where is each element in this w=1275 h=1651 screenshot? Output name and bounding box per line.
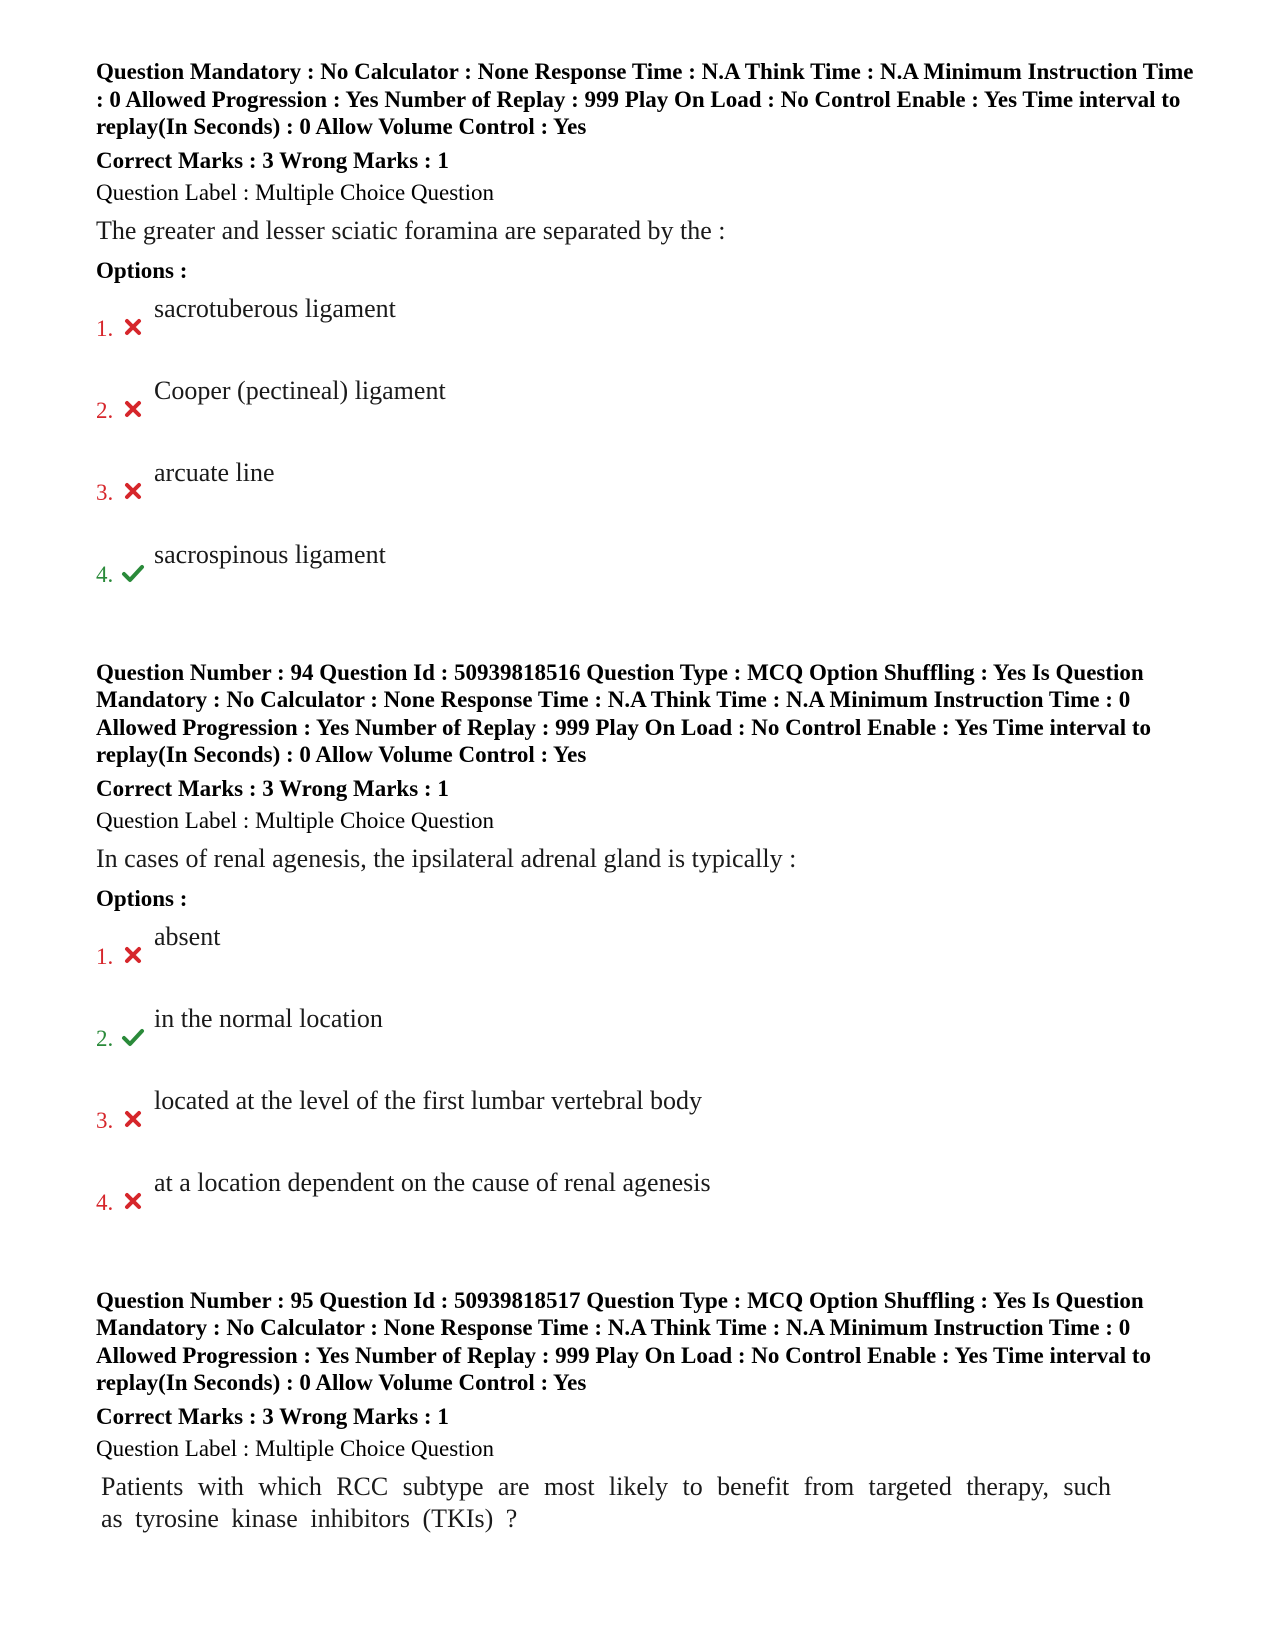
question-text: The greater and lesser sciatic foramina are separated by the : bbox=[96, 215, 726, 245]
option-number: 3. bbox=[96, 1107, 114, 1133]
cross-icon bbox=[121, 1189, 145, 1213]
question-block-93 bbox=[96, 58, 1196, 621]
question-metadata: Question Mandatory : No Calculator : None Response Time : N.A Think Time : N.A Minimum Instruction Time : 0 Allowed Progression : Yes Number of Replay : 999 Play On Load : No Control Enable : Yes Time interval to replay(In Seconds) : 0 Allow Volume Control : Yes bbox=[96, 59, 1194, 139]
question-block-95 bbox=[96, 1287, 1196, 1535]
cross-icon bbox=[121, 315, 145, 339]
option-text: sacrotuberous ligament bbox=[154, 293, 396, 323]
option-number: 3. bbox=[96, 479, 114, 505]
document-page bbox=[96, 58, 1196, 1543]
question-metadata: Question Number : 95 Question Id : 50939818517 Question Type : MCQ Option Shuffling : Yes Is Question Mandatory : No Calculator : None Response Time : N.A Think Time : N.A Minimum Instruction Time : 0 Allowed Progression : Yes Number of Replay : 999 Play On Load : No Control Enable : Yes Time interval to replay(In Seconds) : 0 Allow Volume Control : Yes bbox=[96, 1287, 1152, 1395]
option-text: located at the level of the first lumbar vertebral body bbox=[154, 1085, 702, 1115]
option-item bbox=[96, 921, 1196, 1003]
question-marks: Correct Marks : 3 Wrong Marks : 1 bbox=[96, 147, 449, 173]
option-text: at a location dependent on the cause of renal agenesis bbox=[154, 1167, 711, 1197]
question-text: In cases of renal agenesis, the ipsilateral adrenal gland is typically : bbox=[96, 843, 797, 873]
option-item bbox=[96, 539, 1196, 621]
question-marks: Correct Marks : 3 Wrong Marks : 1 bbox=[96, 1403, 449, 1429]
option-item bbox=[96, 375, 1196, 457]
cross-icon bbox=[121, 479, 145, 503]
question-label: Question Label : Multiple Choice Question bbox=[96, 179, 494, 205]
question-metadata: Question Number : 94 Question Id : 50939818516 Question Type : MCQ Option Shuffling : Yes Is Question Mandatory : No Calculator : None Response Time : N.A Think Time : N.A Minimum Instruction Time : 0 Allowed Progression : Yes Number of Replay : 999 Play On Load : No Control Enable : Yes Time interval to replay(In Seconds) : 0 Allow Volume Control : Yes bbox=[96, 659, 1152, 767]
question-block-94 bbox=[96, 659, 1196, 1249]
option-number: 4. bbox=[96, 561, 114, 587]
option-number: 1. bbox=[96, 943, 114, 969]
cross-icon bbox=[121, 943, 145, 967]
cross-icon bbox=[121, 397, 145, 421]
option-item bbox=[96, 293, 1196, 375]
option-number: 4. bbox=[96, 1189, 114, 1215]
option-text: absent bbox=[154, 921, 221, 951]
option-item bbox=[96, 457, 1196, 539]
options-heading: Options : bbox=[96, 885, 188, 911]
question-label: Question Label : Multiple Choice Question bbox=[96, 807, 494, 833]
cross-icon bbox=[121, 1107, 145, 1131]
question-label: Question Label : Multiple Choice Question bbox=[96, 1435, 494, 1461]
option-text: arcuate line bbox=[154, 457, 275, 487]
option-text: Cooper (pectineal) ligament bbox=[154, 375, 446, 405]
option-number: 2. bbox=[96, 1025, 114, 1051]
check-icon bbox=[121, 561, 145, 585]
question-marks: Correct Marks : 3 Wrong Marks : 1 bbox=[96, 775, 449, 801]
options-heading: Options : bbox=[96, 257, 188, 283]
option-number: 1. bbox=[96, 315, 114, 341]
option-number: 2. bbox=[96, 397, 114, 423]
option-item bbox=[96, 1085, 1196, 1167]
option-item bbox=[96, 1003, 1196, 1085]
option-text: in the normal location bbox=[154, 1003, 383, 1033]
question-text: Patients with which RCC subtype are most likely to benefit from targeted therapy, such as tyrosine kinase inhibitors (TKIs) ? bbox=[101, 1471, 1111, 1533]
check-icon bbox=[121, 1025, 145, 1049]
option-item bbox=[96, 1167, 1196, 1249]
option-text: sacrospinous ligament bbox=[154, 539, 386, 569]
